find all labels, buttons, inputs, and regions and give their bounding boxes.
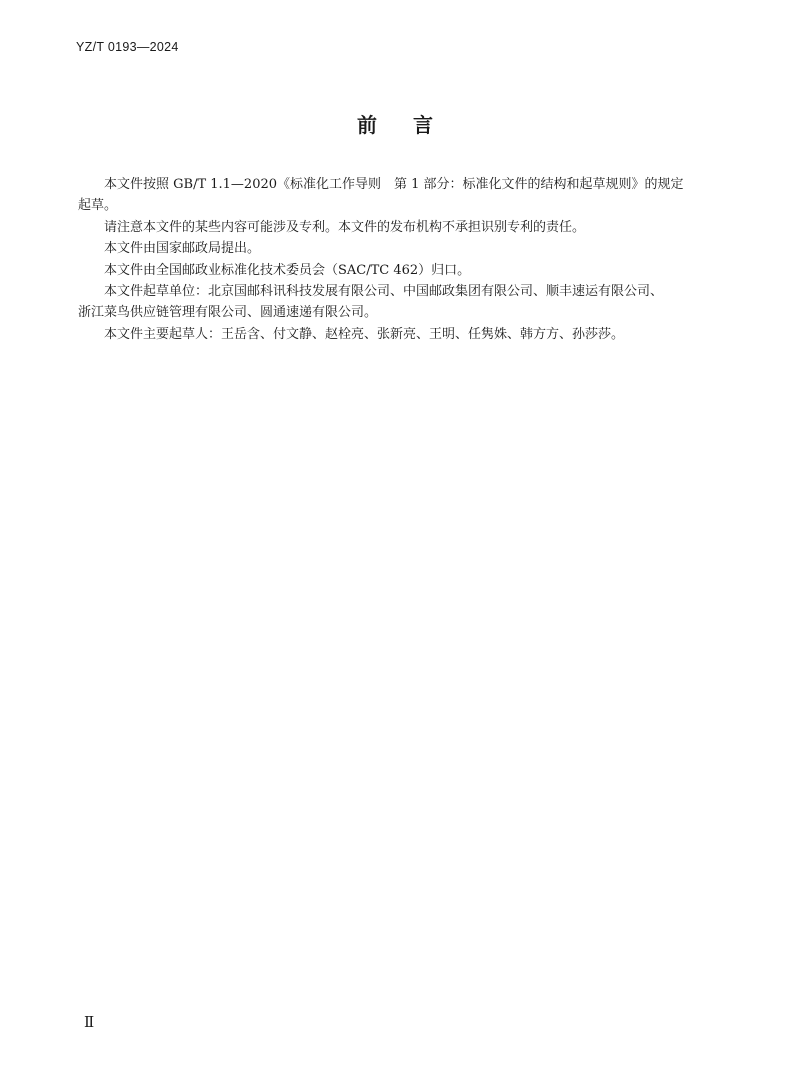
paragraph-line: 本文件由全国邮政业标准化技术委员会（SAC/TC 462）归口。: [104, 262, 471, 278]
paragraph-technical-committee: [78, 260, 728, 281]
paragraph-line: 起草。: [78, 198, 118, 214]
page-title: [0, 109, 790, 138]
paragraph-main-drafters: [78, 324, 728, 345]
paragraph-drafting-organizations: [78, 281, 728, 324]
standard-code: YZ/T 0193—2024: [76, 40, 179, 54]
paragraph-line: 本文件由国家邮政局提出。: [104, 241, 261, 257]
paragraph-proposer: [78, 238, 728, 259]
title-char-2: 言: [413, 113, 433, 137]
paragraph-line: 请注意本文件的某些内容可能涉及专利。本文件的发布机构不承担识别专利的责任。: [104, 219, 586, 235]
paragraph-line: 浙江菜鸟供应链管理有限公司、圆通速递有限公司。: [78, 305, 378, 321]
title-char-1: 前: [357, 113, 377, 137]
paragraph-line: 本文件按照 GB/T 1.1—2020《标准化工作导则 第 1 部分：标准化文件的结构和起草规则》的规定: [104, 177, 684, 192]
paragraph-patent-notice: [78, 217, 728, 238]
paragraph-line: 本文件主要起草人：王岳含、付文静、赵栓亮、张新亮、王明、任隽姝、韩方方、孙莎莎。: [104, 326, 625, 342]
paragraph-line: 本文件起草单位：北京国邮科讯科技发展有限公司、中国邮政集团有限公司、顺丰速运有限公司、: [104, 284, 664, 300]
paragraph-standard-basis: [78, 174, 728, 217]
foreword-body: [78, 174, 728, 345]
page-number: Ⅱ: [84, 1013, 95, 1031]
